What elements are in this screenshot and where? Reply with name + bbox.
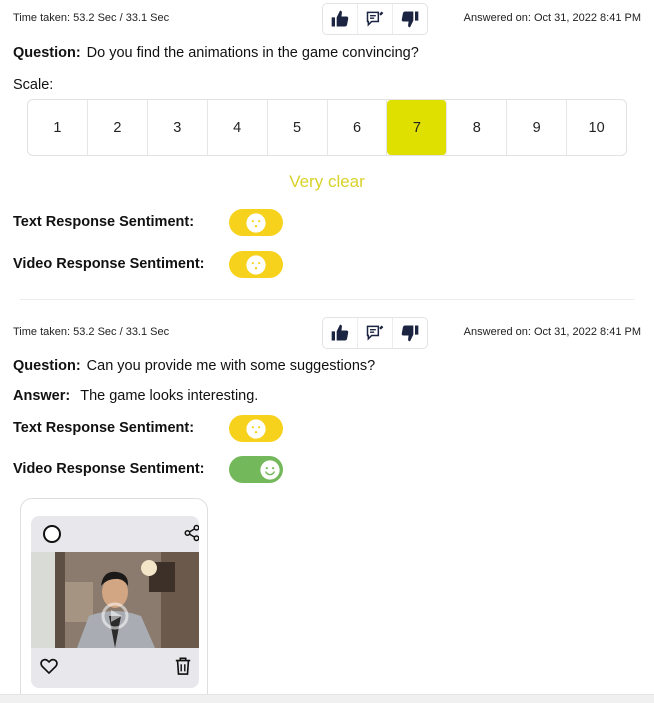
select-circle-icon[interactable] (43, 525, 61, 543)
scale-option-8[interactable]: 8 (447, 100, 507, 155)
smile-face-icon (259, 459, 281, 481)
comment-button[interactable] (358, 4, 393, 34)
video-thumbnail[interactable] (31, 552, 199, 648)
rating-scale (27, 99, 627, 156)
scale-option-9[interactable]: 9 (507, 100, 567, 155)
neutral-face-icon (245, 418, 267, 440)
video-sentiment-label: Video Response Sentiment: (13, 256, 205, 272)
time-taken: Time taken: 53.2 Sec / 33.1 Sec (13, 326, 170, 338)
answered-on: Answered on: Oct 31, 2022 8:41 PM (463, 326, 641, 338)
like-button[interactable] (323, 318, 358, 348)
neutral-face-icon (245, 212, 267, 234)
scale-option-4[interactable]: 4 (208, 100, 268, 155)
scale-caption: Very clear (289, 172, 365, 191)
thumbs-down-icon (400, 9, 420, 29)
dislike-button[interactable] (393, 318, 427, 348)
answer-text: The game looks interesting. (80, 388, 259, 404)
scale-option-5[interactable]: 5 (268, 100, 328, 155)
thumbs-down-icon (400, 323, 420, 343)
video-frame (31, 552, 199, 648)
answer-label: Answer: (13, 388, 71, 404)
share-icon[interactable] (183, 524, 199, 542)
video-response-card[interactable] (20, 498, 208, 703)
video-sentiment-badge (229, 251, 283, 278)
question-label: Question: (13, 45, 81, 61)
response-divider (20, 299, 634, 300)
video-card-body (31, 516, 199, 688)
video-sentiment-badge (229, 456, 283, 483)
edit-comment-icon (365, 9, 385, 29)
scale-option-6[interactable]: 6 (328, 100, 388, 155)
comment-button[interactable] (358, 318, 393, 348)
question-2 (13, 358, 375, 374)
thumbs-up-icon (330, 323, 350, 343)
video-sentiment-label: Video Response Sentiment: (13, 461, 205, 477)
scale-option-2[interactable]: 2 (88, 100, 148, 155)
scale-option-3[interactable]: 3 (148, 100, 208, 155)
question-1 (13, 45, 419, 61)
text-sentiment-badge (229, 415, 283, 442)
answered-on: Answered on: Oct 31, 2022 8:41 PM (463, 12, 641, 24)
feedback-actions (322, 3, 428, 35)
neutral-face-icon (245, 254, 267, 276)
scale-option-10[interactable]: 10 (588, 119, 605, 136)
text-sentiment-label: Text Response Sentiment: (13, 214, 195, 230)
horizontal-scrollbar[interactable] (0, 694, 654, 703)
question-text: Can you provide me with some suggestions? (86, 358, 376, 374)
time-taken: Time taken: 53.2 Sec / 33.1 Sec (13, 12, 170, 24)
scale-option-1[interactable]: 1 (28, 100, 88, 155)
scale-option-7[interactable]: 7 (387, 100, 447, 155)
question-label: Question: (13, 358, 81, 374)
text-sentiment-badge (229, 209, 283, 236)
response-2-meta (0, 314, 654, 348)
edit-comment-icon (365, 323, 385, 343)
trash-icon[interactable] (174, 656, 192, 676)
text-sentiment-label: Text Response Sentiment: (13, 420, 195, 436)
thumbs-up-icon (330, 9, 350, 29)
answer-2 (13, 388, 258, 404)
like-button[interactable] (323, 4, 358, 34)
feedback-actions (322, 317, 428, 349)
response-1-meta (0, 0, 654, 34)
question-text: Do you find the animations in the game convincing? (86, 45, 419, 61)
dislike-button[interactable] (393, 4, 427, 34)
heart-icon[interactable] (39, 656, 59, 676)
scale-label: Scale: (13, 77, 54, 93)
